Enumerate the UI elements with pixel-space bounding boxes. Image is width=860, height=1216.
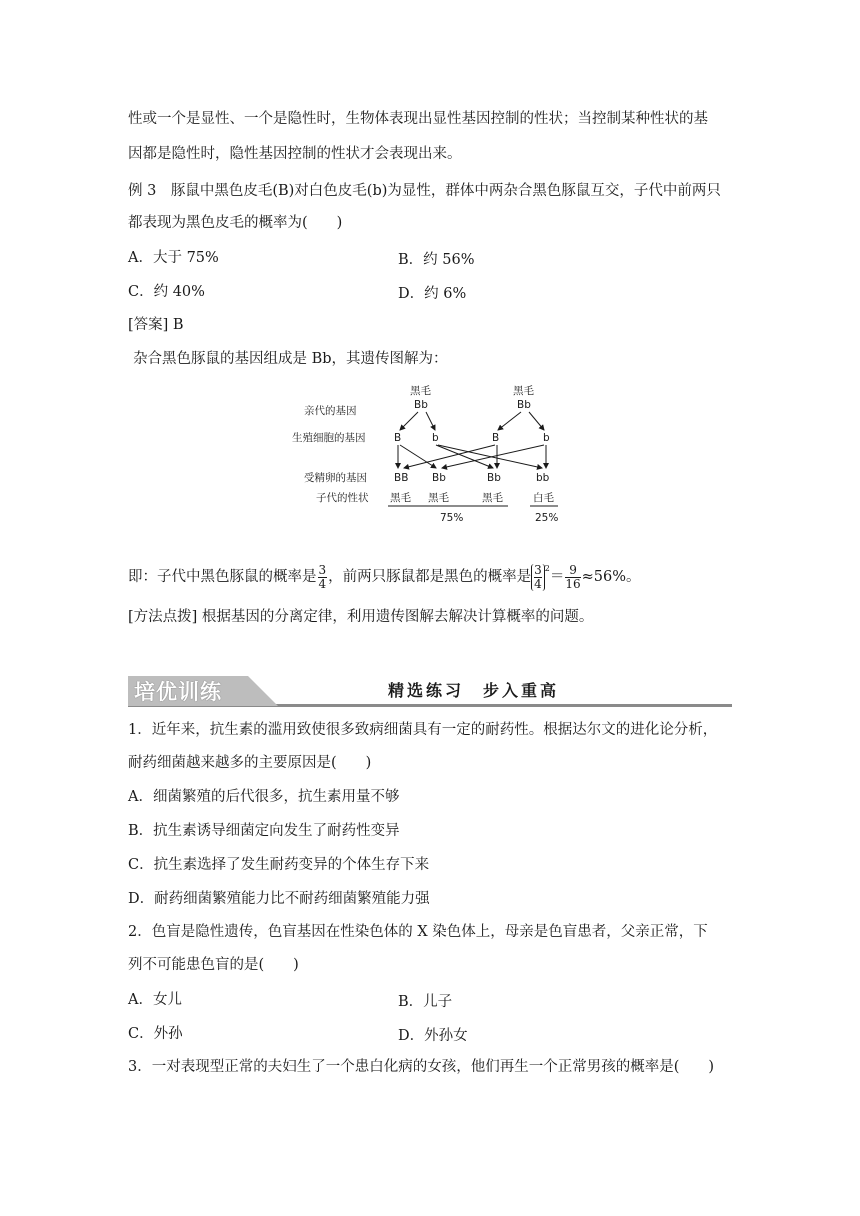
- example3-option-b: B．约 56%: [398, 252, 475, 268]
- fraction-three-quarters-bracketed: $\frac{3}{4}$: [531, 564, 545, 591]
- example3-option-d: D．约 6%: [398, 286, 467, 302]
- row-label-zygote: 受精卵的基因: [304, 472, 367, 484]
- q1-option-a: A．细菌繁殖的后代很多，抗生素用量不够: [128, 789, 400, 805]
- genetic-cross-diagram: [290, 378, 590, 528]
- gamete-4: b: [543, 432, 550, 444]
- equals-sign: ＝: [549, 569, 565, 585]
- percent-black: 75%: [440, 512, 464, 524]
- q1-option-c: C．抗生素选择了发生耐药变异的个体生存下来: [128, 857, 430, 873]
- section-banner: [128, 674, 732, 708]
- q2-line-1: 2．色盲是隐性遗传，色盲基因在性染色体的 X 染色体上，母亲是色盲患者，父亲正常，下: [128, 924, 708, 940]
- example3-question-line-2: 都表现为黑色皮毛的概率为( ): [128, 215, 343, 231]
- zygote-1: BB: [394, 472, 409, 484]
- intro-line-2: 因都是隐性时，隐性基因控制的性状才会表现出来。: [128, 146, 462, 162]
- q1-line-1: 1．近年来，抗生素的滥用致使很多致病细菌具有一定的耐药性。根据达尔文的进化论分析，: [128, 722, 718, 738]
- offspring-trait-4: 白毛: [533, 492, 554, 504]
- zygote-4: bb: [536, 472, 550, 484]
- exponent: 2: [544, 564, 550, 573]
- conclusion-mid: ，前两只豚鼠都是黑色的概率是: [328, 569, 532, 585]
- offspring-trait-3: 黑毛: [482, 492, 503, 504]
- row-label-trait: 子代的性状: [316, 492, 369, 504]
- gamete-1: B: [394, 432, 402, 444]
- parent-left-trait: 黑毛: [410, 385, 431, 397]
- q1-option-d: D．耐药细菌繁殖能力比不耐药细菌繁殖能力强: [128, 891, 430, 907]
- example3-question-line-1: 例 3 豚鼠中黑色皮毛(B)对白色皮毛(b)为显性，群体中两杂合黑色豚鼠互交，子代中前两只: [128, 183, 721, 199]
- fraction-three-quarters: $\frac{3}{4}$: [318, 562, 327, 591]
- row-label-gamete: 生殖细胞的基因: [292, 432, 366, 444]
- example3-option-a: A．大于 75%: [128, 250, 219, 266]
- section-banner-subtitle: 精选练习 步入重高: [388, 681, 560, 700]
- gamete-2: b: [432, 432, 439, 444]
- example3-answer: [答案] B: [128, 317, 184, 333]
- example3-explanation: 杂合黑色豚鼠的基因组成是 Bb，其遗传图解为：: [133, 351, 448, 367]
- parent-left-gene: Bb: [414, 399, 428, 411]
- q2-option-d: D．外孙女: [398, 1028, 468, 1044]
- percent-white: 25%: [535, 512, 559, 524]
- offspring-trait-2: 黑毛: [428, 492, 449, 504]
- method-tip: [方法点拨] 根据基因的分离定律，利用遗传图解去解决计算概率的问题。: [128, 609, 594, 625]
- offspring-trait-1: 黑毛: [390, 492, 411, 504]
- parent-right-trait: 黑毛: [513, 385, 534, 397]
- gamete-3: B: [492, 432, 500, 444]
- conclusion-suffix: ≈56%。: [581, 569, 641, 585]
- q2-option-b: B．儿子: [398, 994, 453, 1010]
- parent-right-gene: Bb: [517, 399, 531, 411]
- section-banner-title: 培优训练: [134, 680, 222, 704]
- example3-option-c: C．约 40%: [128, 284, 205, 300]
- zygote-2: Bb: [432, 472, 446, 484]
- zygote-3: Bb: [487, 472, 501, 484]
- q2-line-2: 列不可能患色盲的是( ): [128, 957, 299, 973]
- q1-option-b: B．抗生素诱导细菌定向发生了耐药性变异: [128, 823, 400, 839]
- row-label-parent: 亲代的基因: [304, 405, 357, 417]
- q1-line-2: 耐药细菌越来越多的主要原因是( ): [128, 755, 372, 771]
- fraction-nine-sixteenths: $\frac{9}{16}$: [565, 562, 581, 591]
- conclusion-prefix: 即：子代中黑色豚鼠的概率是: [128, 569, 317, 585]
- q2-option-c: C．外孙: [128, 1026, 183, 1042]
- example3-conclusion: [128, 554, 641, 592]
- q3-line-1: 3．一对表现型正常的夫妇生了一个患白化病的女孩，他们再生一个正常男孩的概率是( ): [128, 1059, 715, 1075]
- q2-option-a: A．女儿: [128, 992, 182, 1008]
- intro-line-1: 性或一个是显性、一个是隐性时，生物体表现出显性基因控制的性状；当控制某种性状的基: [128, 111, 708, 127]
